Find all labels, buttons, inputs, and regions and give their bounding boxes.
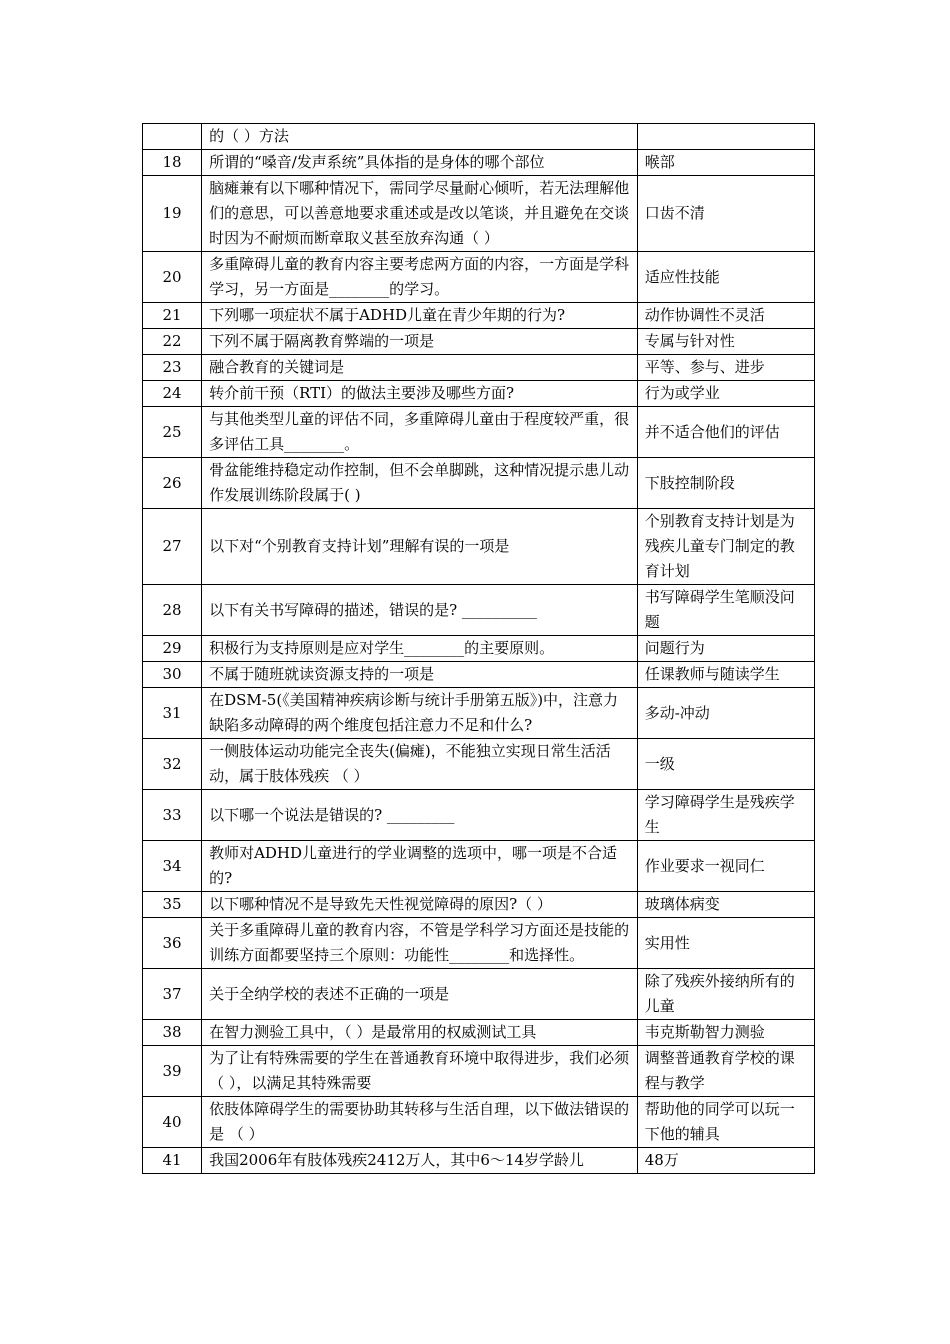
table-row <box>143 1020 815 1046</box>
question-number: 26 <box>143 458 202 509</box>
question-text: 以下哪一个说法是错误的? _________ <box>202 790 638 841</box>
answer-text: 多动-冲动 <box>637 688 814 739</box>
question-text: 骨盆能维持稳定动作控制，但不会单脚跳，这种情况提示患儿动作发展训练阶段属于( ) <box>202 458 638 509</box>
table-row <box>143 509 815 585</box>
question-number: 38 <box>143 1020 202 1046</box>
question-text: 关于多重障碍儿童的教育内容，不管是学科学习方面还是技能的训练方面都要坚持三个原则：功能性________和选择性。 <box>202 918 638 969</box>
answer-text: 一级 <box>637 739 814 790</box>
question-number: 30 <box>143 662 202 688</box>
question-text: 下列不属于隔离教育弊端的一项是 <box>202 329 638 355</box>
table-row <box>143 969 815 1020</box>
question-text: 转介前干预（RTI）的做法主要涉及哪些方面? <box>202 381 638 407</box>
table-row <box>143 790 815 841</box>
question-number: 28 <box>143 585 202 636</box>
answer-text: 除了残疾外接纳所有的儿童 <box>637 969 814 1020</box>
question-number: 35 <box>143 892 202 918</box>
qa-table-body <box>143 124 815 1174</box>
question-text: 融合教育的关键词是 <box>202 355 638 381</box>
table-row <box>143 252 815 303</box>
question-answer-sheet <box>142 123 815 1174</box>
answer-text: 喉部 <box>637 150 814 176</box>
question-text: 教师对ADHD儿童进行的学业调整的选项中，哪一项是不合适的? <box>202 841 638 892</box>
question-text: 脑瘫兼有以下哪种情况下，需同学尽量耐心倾听，若无法理解他们的意思，可以善意地要求重述或是改以笔谈，并且避免在交谈时因为不耐烦而断章取义甚至放弃沟通（ ） <box>202 176 638 252</box>
question-text: 为了让有特殊需要的学生在普通教育环境中取得进步，我们必须（ ），以满足其特殊需要 <box>202 1046 638 1097</box>
answer-text: 帮助他的同学可以玩一下他的辅具 <box>637 1097 814 1148</box>
table-row <box>143 355 815 381</box>
question-number: 31 <box>143 688 202 739</box>
question-number: 39 <box>143 1046 202 1097</box>
answer-text: 口齿不清 <box>637 176 814 252</box>
question-number: 37 <box>143 969 202 1020</box>
question-text: 在DSM-5(《美国精神疾病诊断与统计手册第五版》)中，注意力缺陷多动障碍的两个维度包括注意力不足和什么? <box>202 688 638 739</box>
question-number: 21 <box>143 303 202 329</box>
question-text: 不属于随班就读资源支持的一项是 <box>202 662 638 688</box>
question-number: 22 <box>143 329 202 355</box>
question-number: 40 <box>143 1097 202 1148</box>
question-text: 所谓的“嗓音/发声系统”具体指的是身体的哪个部位 <box>202 150 638 176</box>
question-text: 在智力测验工具中，（ ）是最常用的权威测试工具 <box>202 1020 638 1046</box>
table-row <box>143 329 815 355</box>
question-number: 24 <box>143 381 202 407</box>
question-number: 25 <box>143 407 202 458</box>
question-number <box>143 124 202 150</box>
answer-text: 个别教育支持计划是为残疾儿童专门制定的教育计划 <box>637 509 814 585</box>
table-row <box>143 458 815 509</box>
table-row <box>143 636 815 662</box>
table-row <box>143 407 815 458</box>
table-row <box>143 1148 815 1174</box>
answer-text: 书写障碍学生笔顺没问题 <box>637 585 814 636</box>
answer-text: 学习障碍学生是残疾学生 <box>637 790 814 841</box>
table-row <box>143 688 815 739</box>
question-number: 23 <box>143 355 202 381</box>
question-number: 34 <box>143 841 202 892</box>
table-row <box>143 892 815 918</box>
answer-text: 任课教师与随读学生 <box>637 662 814 688</box>
table-row <box>143 585 815 636</box>
question-text: 与其他类型儿童的评估不同，多重障碍儿童由于程度较严重，很多评估工具________。 <box>202 407 638 458</box>
question-text: 积极行为支持原则是应对学生________的主要原则。 <box>202 636 638 662</box>
answer-text: 行为或学业 <box>637 381 814 407</box>
table-row <box>143 150 815 176</box>
question-text: 以下有关书写障碍的描述，错误的是? __________ <box>202 585 638 636</box>
question-text: 多重障碍儿童的教育内容主要考虑两方面的内容，一方面是学科学习，另一方面是________的学习。 <box>202 252 638 303</box>
answer-text: 适应性技能 <box>637 252 814 303</box>
table-row <box>143 1046 815 1097</box>
answer-text: 专属与针对性 <box>637 329 814 355</box>
question-number: 19 <box>143 176 202 252</box>
answer-text: 问题行为 <box>637 636 814 662</box>
answer-text <box>637 124 814 150</box>
question-number: 20 <box>143 252 202 303</box>
question-number: 27 <box>143 509 202 585</box>
question-number: 32 <box>143 739 202 790</box>
table-row <box>143 739 815 790</box>
answer-text: 并不适合他们的评估 <box>637 407 814 458</box>
answer-text: 实用性 <box>637 918 814 969</box>
question-number: 29 <box>143 636 202 662</box>
table-row <box>143 1097 815 1148</box>
answer-text: 平等、参与、进步 <box>637 355 814 381</box>
question-text: 关于全纳学校的表述不正确的一项是 <box>202 969 638 1020</box>
question-number: 41 <box>143 1148 202 1174</box>
answer-text: 玻璃体病变 <box>637 892 814 918</box>
question-text: 一侧肢体运动功能完全丧失(偏瘫)，不能独立实现日常生活活动，属于肢体残疾 （ ） <box>202 739 638 790</box>
question-text: 下列哪一项症状不属于ADHD儿童在青少年期的行为? <box>202 303 638 329</box>
question-text: 以下对“个别教育支持计划”理解有误的一项是 <box>202 509 638 585</box>
answer-text: 调整普通教育学校的课程与教学 <box>637 1046 814 1097</box>
answer-text: 下肢控制阶段 <box>637 458 814 509</box>
question-number: 36 <box>143 918 202 969</box>
qa-table <box>142 123 815 1174</box>
answer-text: 作业要求一视同仁 <box>637 841 814 892</box>
question-text: 我国2006年有肢体残疾2412万人，其中6～14岁学龄儿 <box>202 1148 638 1174</box>
answer-text: 动作协调性不灵活 <box>637 303 814 329</box>
table-row <box>143 303 815 329</box>
answer-text: 48万 <box>637 1148 814 1174</box>
answer-text: 韦克斯勒智力测验 <box>637 1020 814 1046</box>
table-row <box>143 841 815 892</box>
question-text: 的（ ）方法 <box>202 124 638 150</box>
question-text: 依肢体障碍学生的需要协助其转移与生活自理，以下做法错误的是 （ ） <box>202 1097 638 1148</box>
table-row <box>143 176 815 252</box>
question-number: 33 <box>143 790 202 841</box>
table-row <box>143 918 815 969</box>
table-row <box>143 381 815 407</box>
table-row <box>143 124 815 150</box>
table-row <box>143 662 815 688</box>
question-number: 18 <box>143 150 202 176</box>
question-text: 以下哪种情况不是导致先天性视觉障碍的原因?（ ） <box>202 892 638 918</box>
